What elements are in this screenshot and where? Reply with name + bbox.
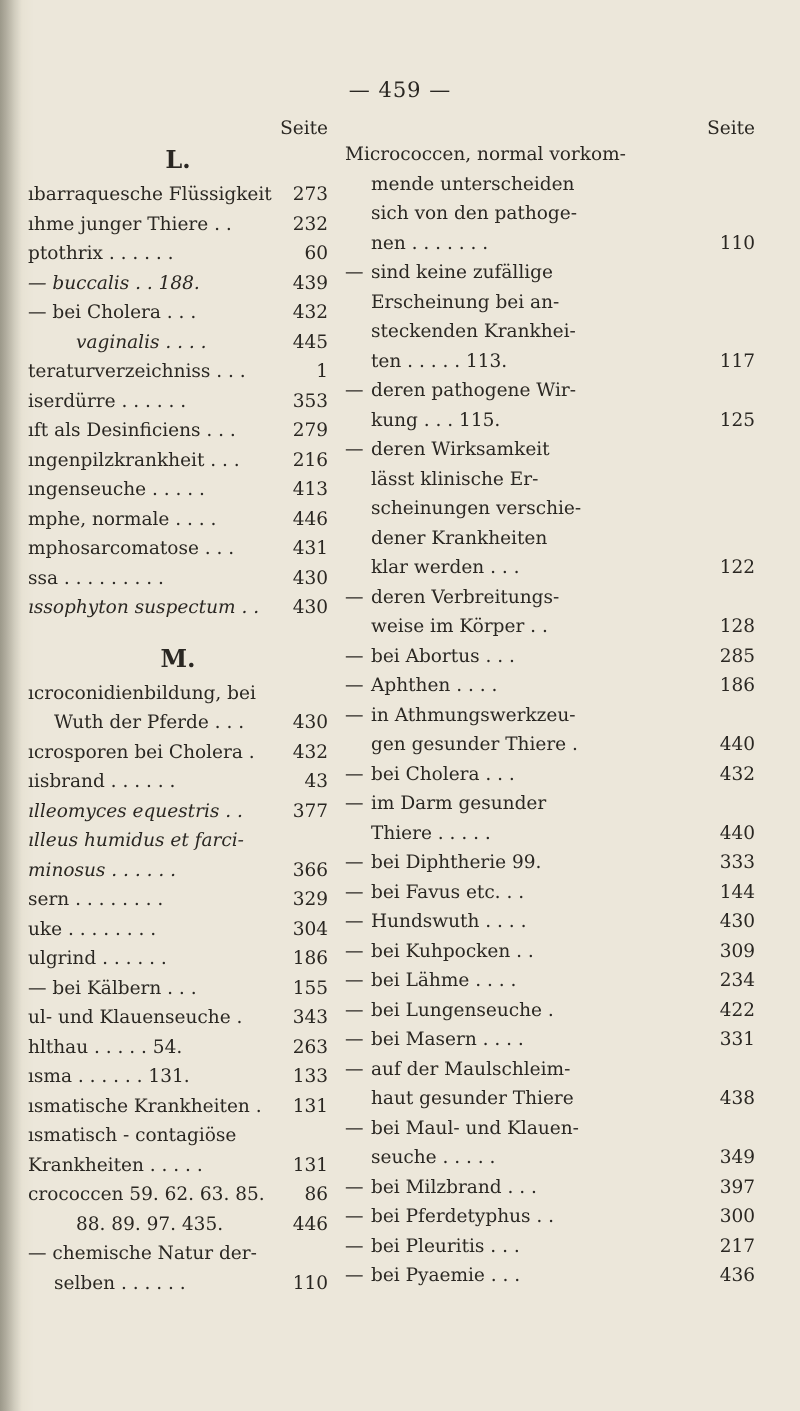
entry-page: 432 [292,302,328,323]
entry-term: in Athmungswerkzeu- [371,704,576,726]
entry-term: dener Krankheiten [371,527,548,549]
entry-term: Aphthen . . . . [371,675,498,696]
index-entry [345,229,755,259]
entry-page: 422 [719,999,755,1021]
entry-dash: — [345,1117,364,1139]
entry-page: 110 [719,232,755,254]
entry-term: hlthau . . . . . 54. [28,1036,183,1058]
index-entry [28,298,328,328]
entry-dash: — [345,881,364,903]
index-entry [28,826,328,856]
entry-term: steckenden Krankhei- [371,321,576,342]
entry-term: selben . . . . . . [54,1272,186,1294]
entry-term: bei Milzbrand . . . [371,1176,537,1198]
index-entry [28,1121,328,1151]
entry-term: — bei Cholera . . . [28,302,197,323]
entry-term: ıcroconidienbildung, bei [28,682,256,704]
entry-page: 430 [292,597,328,618]
entries-m [28,679,328,1299]
index-entry [28,1033,328,1063]
entry-page: 86 [304,1184,328,1205]
index-entry [345,937,755,967]
entry-term: ısmatische Krankheiten . [28,1095,262,1117]
entry-page: 128 [719,616,755,637]
index-entry [28,1269,328,1299]
index-entry [345,966,755,996]
entry-page: 331 [719,1029,755,1050]
entries-right [345,140,755,1291]
entry-page: 440 [719,734,755,755]
entry-term: sern . . . . . . . . [28,889,164,910]
entry-term: bei Pyaemie . . . [371,1265,521,1286]
index-entry [345,1173,755,1203]
entry-term: kung . . . 115. [371,409,501,431]
entry-term: — chemische Natur der- [28,1243,257,1264]
entry-dash: — [345,852,364,873]
index-entry [28,1239,328,1269]
index-entry [28,679,328,709]
entry-dash: — [345,763,364,785]
index-entry [345,612,755,642]
index-entry [28,357,328,387]
index-entry [28,797,328,827]
entry-dash: — [345,1235,364,1257]
entry-page: 329 [292,889,328,910]
index-entry [345,553,755,583]
entry-term: iserdürre . . . . . . [28,390,187,412]
index-entry [28,738,328,768]
entry-term: ısmatisch - contagiöse [28,1125,237,1146]
index-entry [28,944,328,974]
index-entry [28,328,328,358]
entry-page: 232 [292,213,328,235]
entry-term: im Darm gesunder [371,793,547,814]
index-entry [28,269,328,299]
entry-dash: — [345,1058,364,1080]
entry-term: ılleus humidus et farci- [28,830,244,851]
entry-dash: — [345,1029,364,1050]
index-entry [345,642,755,672]
index-entry [28,1151,328,1181]
index-entry [28,180,328,210]
entry-page: 217 [719,1235,755,1257]
entry-dash: — [345,940,364,962]
entry-term: gen gesunder Thiere . [371,734,578,755]
entry-term: ıisbrand . . . . . . [28,771,176,792]
index-entry [345,1084,755,1114]
entry-term: bei Favus etc. . . [371,881,525,903]
entry-term: teraturverzeichniss . . . [28,361,246,382]
entry-page: 436 [719,1265,755,1286]
entry-term: vaginalis . . . . [76,331,207,353]
entry-dash: — [345,911,364,932]
index-entry [345,170,755,200]
index-entry [345,1143,755,1173]
entry-page: 343 [292,1007,328,1028]
entry-term: ıft als Desinficiens . . . [28,420,236,441]
entry-page: 117 [719,350,755,372]
entry-page: 300 [719,1206,755,1227]
entry-term: ten . . . . . 113. [371,350,508,372]
entry-term: bei Cholera . . . [371,763,515,785]
entry-page: 413 [292,479,328,500]
entry-term: nen . . . . . . . [371,232,489,254]
entry-term: weise im Körper . . [371,616,548,637]
entry-dash: — [345,380,364,401]
index-entry [28,564,328,594]
index-entry [345,878,755,908]
entry-page: 430 [292,567,328,589]
entry-page: 440 [719,822,755,844]
entry-page: 446 [292,1213,328,1235]
index-entry [345,494,755,524]
entry-term: sind keine zufällige [371,262,553,283]
section-heading-m: M. [160,643,196,673]
entry-page: 432 [292,741,328,763]
seite-label-right: Seite [707,118,755,139]
entry-page: 122 [719,557,755,578]
entry-term: bei Pferdetyphus . . [371,1206,555,1227]
entry-term: ıcrosporen bei Cholera . [28,741,255,763]
entry-term: ıhme junger Thiere . . [28,213,232,235]
entry-page: 155 [292,977,328,999]
entry-term: bei Kuhpocken . . [371,940,534,962]
entry-page: 43 [304,771,328,792]
entry-dash: — [345,1206,364,1227]
entry-page: 234 [719,970,755,991]
entry-term: Hundswuth . . . . [371,911,527,932]
entry-page: 125 [719,409,755,431]
entry-term: Thiere . . . . . [371,822,491,844]
entry-page: 131 [292,1095,328,1117]
entry-term: ılleomyces equestris . . [28,800,243,822]
entry-page: 279 [292,420,328,441]
entry-dash: — [345,262,364,283]
entry-term: mphosarcomatose . . . [28,538,235,559]
index-entry [28,387,328,417]
entry-term: bei Diphtherie 99. [371,852,542,873]
index-entry [345,671,755,701]
entry-term: ulgrind . . . . . . [28,948,167,969]
entry-term: deren Verbreitungs- [371,586,560,608]
entry-page: 333 [719,852,755,873]
entry-term: ıssophyton suspectum . . [28,597,260,618]
entry-term: ul- und Klauenseuche . [28,1007,243,1028]
entry-term: Micrococcen, normal vorkom- [345,144,626,165]
entry-page: 353 [292,390,328,412]
entry-term: bei Abortus . . . [371,645,515,667]
entry-dash: — [345,1265,364,1286]
index-entry [28,885,328,915]
index-entry [345,1261,755,1291]
entry-term: Erscheinung bei an- [371,291,560,313]
entry-page: 432 [719,763,755,785]
entry-term: ssa . . . . . . . . . [28,567,164,589]
page-number: — 459 — [348,78,452,102]
index-entry [345,819,755,849]
entry-term: minosus . . . . . . [28,859,176,881]
index-entry [345,1025,755,1055]
index-entry [28,239,328,269]
entry-term: bei Masern . . . . [371,1029,524,1050]
entry-term: bei Pleuritis . . . [371,1235,520,1257]
index-entry [345,199,755,229]
entry-page: 438 [719,1088,755,1109]
index-entry [28,1062,328,1092]
index-entry [28,1210,328,1240]
index-entry [28,1092,328,1122]
index-entry [28,1003,328,1033]
index-entry [345,524,755,554]
index-entry [345,1232,755,1262]
index-entry [345,789,755,819]
index-column-left [28,118,328,1298]
entry-page: 263 [292,1036,328,1058]
entry-page: 431 [292,538,328,559]
entry-page: 446 [292,508,328,530]
entry-term: Krankheiten . . . . . [28,1154,203,1176]
entry-page: 60 [304,243,328,264]
entry-dash: — [345,1176,364,1198]
index-entry [345,406,755,436]
index-entry [345,583,755,613]
index-entry [28,446,328,476]
index-entry [28,475,328,505]
index-entry [345,701,755,731]
entry-page: 1 [316,361,328,382]
index-entry [345,996,755,1026]
entry-term: mphe, normale . . . . [28,508,217,530]
index-entry [28,856,328,886]
entry-page: 430 [292,712,328,733]
entry-page: 285 [719,645,755,667]
entry-term: ıbarraquesche Flüssigkeit [28,184,272,205]
entry-page: 349 [719,1147,755,1168]
index-entry [345,907,755,937]
index-entry [345,435,755,465]
entry-term: ptothrix . . . . . . [28,243,174,264]
entry-term: haut gesunder Thiere [371,1088,574,1109]
entry-dash: — [345,439,364,460]
entry-term: scheinungen verschie- [371,498,582,519]
index-entry [28,708,328,738]
entry-term: ıngenpilzkrankheit . . . [28,449,240,471]
entry-page: 186 [719,675,755,696]
entry-page: 445 [292,331,328,353]
index-entry [345,317,755,347]
entry-dash: — [345,793,364,814]
index-entry [28,593,328,623]
entry-term: ısma . . . . . . 131. [28,1066,190,1087]
entry-page: 309 [719,940,755,962]
entry-page: 110 [292,1272,328,1294]
entry-page: 439 [292,272,328,294]
entry-term: bei Lungenseuche . [371,999,554,1021]
entry-term: — buccalis . . 188. [28,272,200,294]
entry-term: — bei Kälbern . . . [28,977,197,999]
entry-term: deren Wirksamkeit [371,439,550,460]
entry-page: 397 [719,1176,755,1198]
entry-page: 377 [292,800,328,822]
entry-page: 144 [719,881,755,903]
index-entry [345,465,755,495]
index-entry [28,767,328,797]
index-entry [28,210,328,240]
entry-term: auf der Maulschleim- [371,1058,571,1080]
entry-page: 131 [292,1154,328,1176]
entry-page: 133 [292,1066,328,1087]
index-entry [345,258,755,288]
entry-page: 304 [292,918,328,940]
index-entry [345,1055,755,1085]
entry-term: ıngenseuche . . . . . [28,479,205,500]
entry-term: crococcen 59. 62. 63. 85. [28,1184,265,1205]
entry-page: 366 [292,859,328,881]
entry-term: deren pathogene Wir- [371,380,576,401]
entry-dash: — [345,675,364,696]
entry-dash: — [345,645,364,667]
index-entry [28,974,328,1004]
entry-term: bei Maul- und Klauen- [371,1117,579,1139]
index-entry [345,1114,755,1144]
binding-gutter [0,0,22,1411]
index-entry [28,1180,328,1210]
entry-term: sich von den pathoge- [371,203,577,224]
entry-term: Wuth der Pferde . . . [54,712,245,733]
index-entry [345,848,755,878]
entry-term: mende unterscheiden [371,173,575,195]
index-entry [345,1202,755,1232]
entry-page: 273 [292,184,328,205]
entry-page: 216 [292,449,328,471]
entry-term: bei Lähme . . . . [371,970,517,991]
entry-page: 430 [719,911,755,932]
seite-label-left: Seite [280,118,328,139]
entry-term: 88. 89. 97. 435. [76,1213,224,1235]
entry-dash: — [345,586,364,608]
entry-term: klar werden . . . [371,557,520,578]
index-entry [345,730,755,760]
index-entry [345,347,755,377]
entries-l [28,180,328,623]
entry-dash: — [345,704,364,726]
index-entry [345,376,755,406]
index-entry [345,288,755,318]
index-entry [28,505,328,535]
section-heading-l: L. [165,145,191,174]
index-entry [345,140,755,170]
index-column-right [345,118,755,1291]
entry-term: lässt klinische Er- [371,468,539,490]
entry-term: uke . . . . . . . . [28,918,157,940]
index-entry [345,760,755,790]
index-entry [28,915,328,945]
entry-term: seuche . . . . . [371,1147,496,1168]
entry-page: 186 [292,948,328,969]
entry-dash: — [345,999,364,1021]
entry-dash: — [345,970,364,991]
index-entry [28,416,328,446]
index-entry [28,534,328,564]
